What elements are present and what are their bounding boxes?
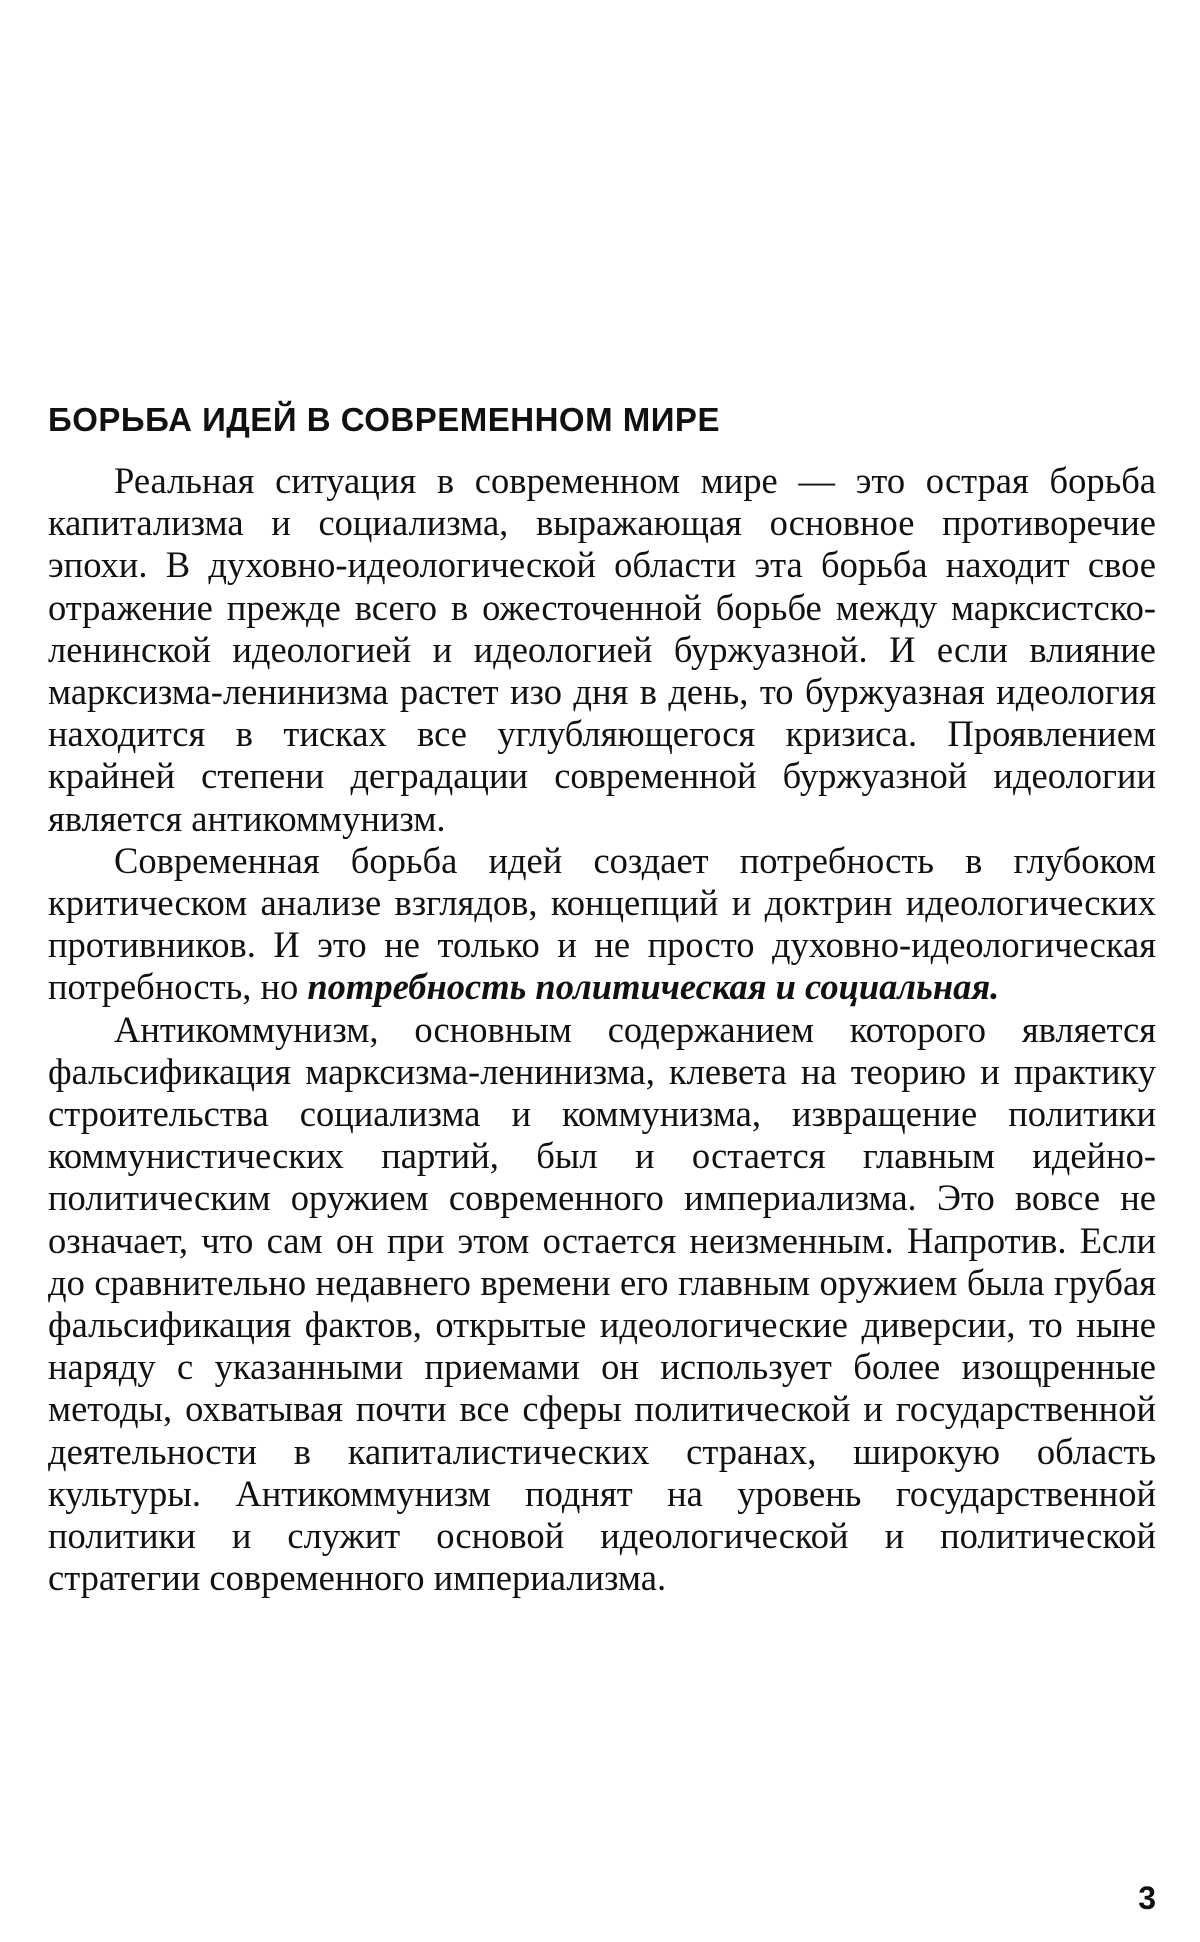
chapter-heading: БОРЬБА ИДЕЙ В СОВРЕМЕННОМ МИРЕ bbox=[48, 401, 720, 438]
paragraph-3: Антикоммунизм, основным содержанием которого является фальсификация марксизма-ленинизма, клевета на теорию и практику строительства социализма и коммунизма, извращение политики коммунистических партий, был и остается главным идейно-политическим оружием современного империализма. Это вовсе не означает, что сам он при этом остается неизменным. Напротив. Если до сравнительно недавнего времени его главным оружием была грубая фальсификация фактов, открытые идеологические диверсии, то ныне наряду с указанными приемами он использует более изощренные методы, охватывая почти все сферы политической и государственной деятельности в капиталистических странах, широкую область культуры. Антикоммунизм поднят на уровень государственной политики и служит основой идеологической и политической стратегии современного империализма. bbox=[48, 1008, 1156, 1599]
page-number: 3 bbox=[1138, 1880, 1156, 1916]
paragraph-2-text: Современная борьба идей создает потребность в глубоком критическом анализе взглядов, концепций и доктрин идеологических противников. И это не только и не просто духовно-идеологическая потребность, но bbox=[48, 839, 1156, 1008]
paragraph-1: Реальная ситуация в современном мире — это острая борьба капитализма и социализма, выражающая основное противоречие эпохи. В духовно-идеологической области эта борьба находит свое отражение прежде всего в ожесточенной борьбе между марксистско-ленинской идеологией и идеологией буржуазной. И если влияние марксизма-ленинизма растет изо дня в день, то буржуазная идеология находится в тисках все углубляющегося кризиса. Проявлением крайней степени деградации современной буржуазной идеологии является антикоммунизм. bbox=[48, 460, 1156, 839]
paragraph-2 bbox=[48, 840, 1156, 1009]
paragraph-2-emphasis: потребность политическая и социальная. bbox=[307, 966, 1000, 1008]
page-content bbox=[48, 400, 1156, 1599]
